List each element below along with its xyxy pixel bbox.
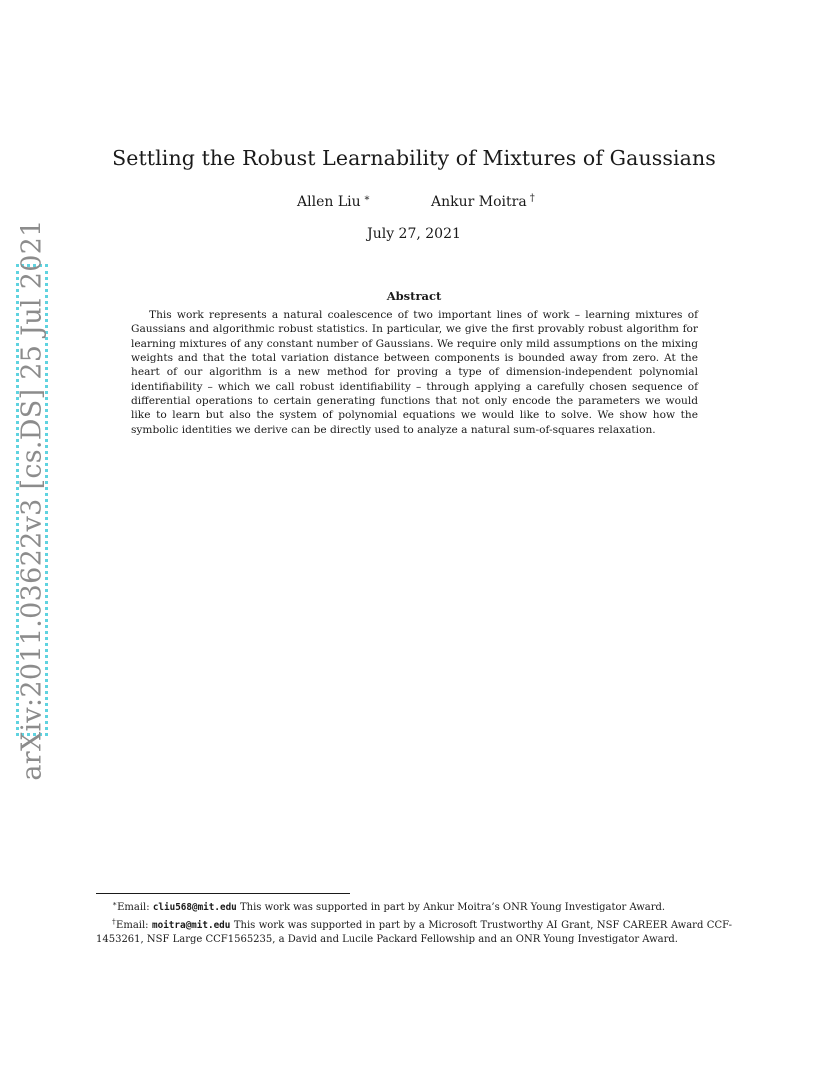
paper-title: Settling the Robust Learnability of Mixtures of Gaussians: [112, 146, 716, 170]
abstract-heading: Abstract: [386, 289, 442, 303]
footnote-text: This work was supported in part by Ankur Moitra’s ONR Young Investigator Award.: [236, 902, 666, 913]
arxiv-identifier[interactable]: arXiv:2011.03622v3 [cs.DS] 25 Jul 2021: [16, 219, 48, 781]
footnote-text: This work was supported in part by a Microsoft Trustworthy AI Grant, NSF CAREER Award CCF-1453261, NSF Large CCF1565235, a David and Lucile Packard Fellowship and an ONR Young Investigator Award.: [96, 920, 732, 945]
author: [297, 193, 370, 210]
footnote-divider: [96, 893, 350, 894]
footnotes: [96, 897, 732, 947]
publication-date: July 27, 2021: [367, 226, 461, 242]
footnote: [96, 915, 732, 947]
author-name: Ankur Moitra: [431, 194, 527, 210]
footnote: [96, 897, 732, 915]
footnote-label: Email:: [117, 902, 153, 913]
footnote-mark: ∗: [112, 899, 118, 908]
author: [431, 193, 535, 210]
email-link[interactable]: cliu568@mit.edu: [152, 902, 237, 913]
email-link[interactable]: moitra@mit.edu: [152, 920, 231, 931]
abstract-text: This work represents a natural coalescence of two important lines of work – learning mixtures of Gaussians and algorithmic robust statistics. In particular, we give the first provably robust algorithm for learning mixtures of any constant number of Gaussians. We require only mild assumptions on the mixing weights and that the total variation distance between components is bounded away from zero. At the heart of our algorithm is a new method for proving a type of dimension-independent polynomial identifiability – which we call robust identifiability – through applying a carefully chosen sequence of differential operations to certain generating functions that not only encode the parameters we would like to learn but also the system of polynomial equations we would like to solve. We show how the symbolic identities we derive can be directly used to analyze a natural sum-of-squares relaxation.: [131, 309, 698, 436]
footnote-label: Email:: [116, 920, 152, 931]
footnote-mark: †: [112, 917, 117, 926]
arxiv-identifier-stamp: [16, 219, 48, 781]
author-name: Allen Liu: [297, 194, 361, 210]
footnote-mark[interactable]: ∗: [363, 193, 371, 204]
footnote-mark[interactable]: †: [529, 193, 535, 204]
